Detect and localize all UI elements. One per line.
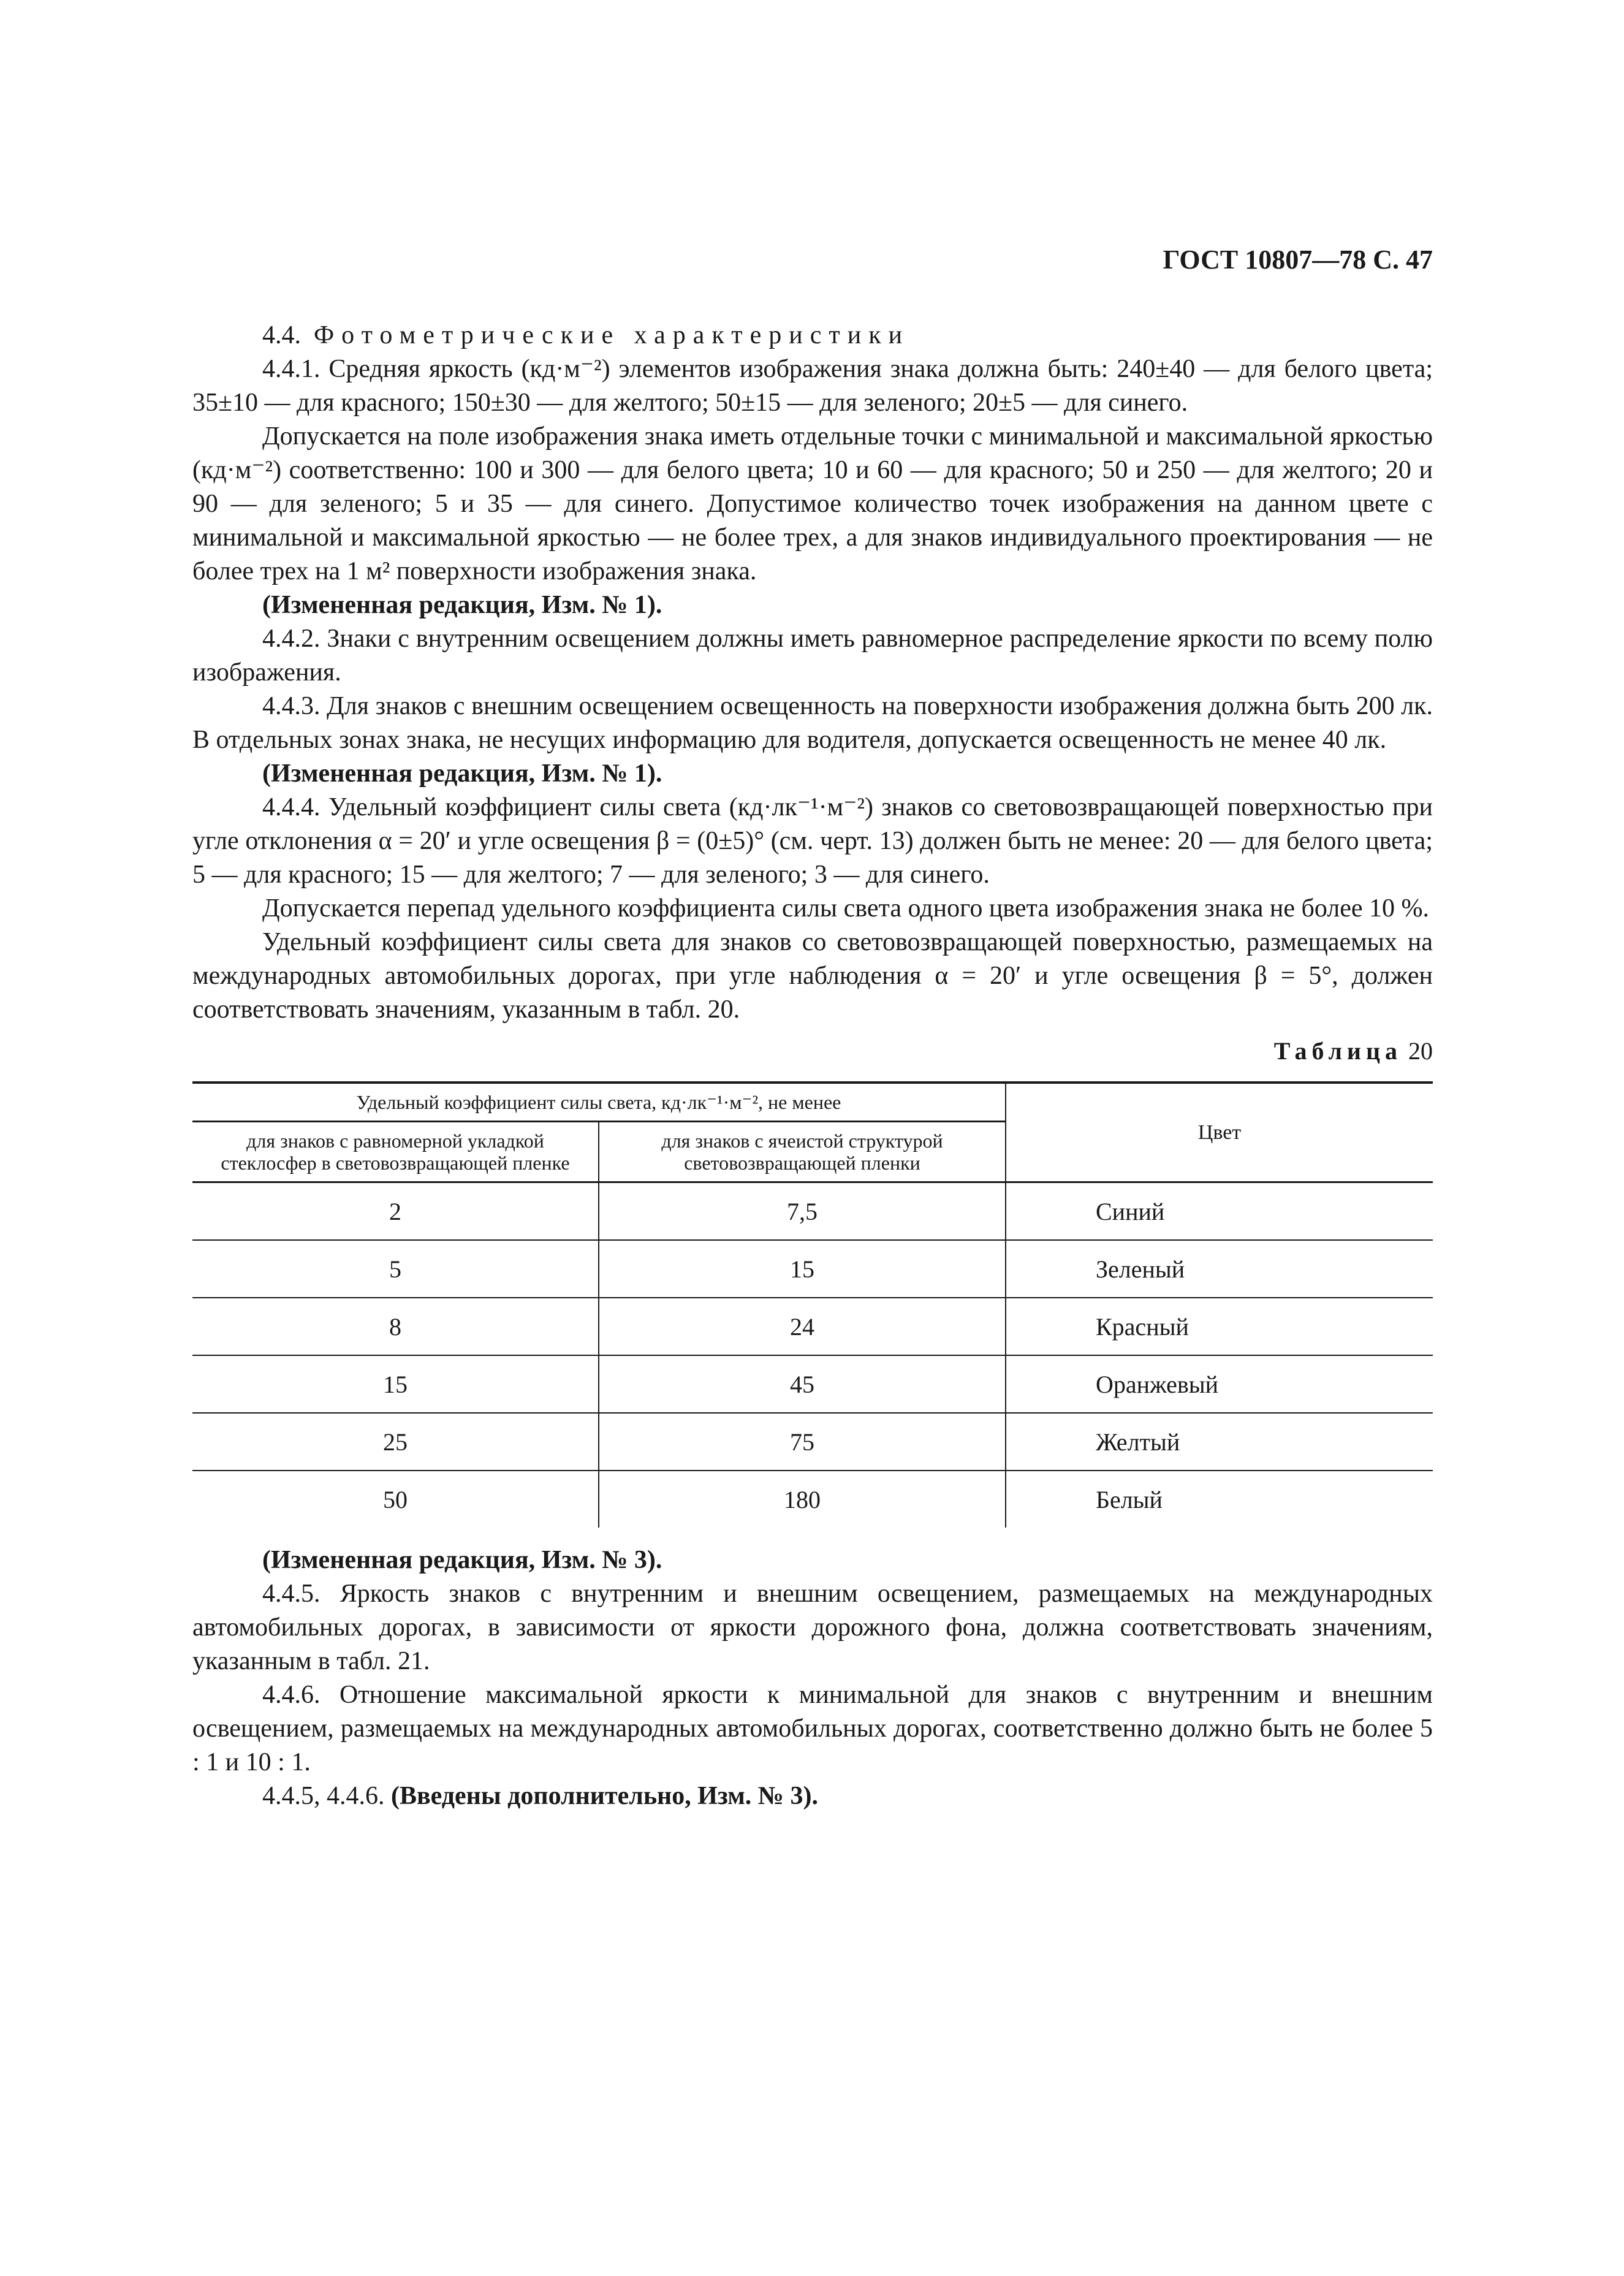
uniform-value-cell: 5	[192, 1240, 599, 1298]
section-title: Фотометрические характеристики	[314, 321, 910, 349]
color-cell: Красный	[1006, 1298, 1433, 1355]
page-header: ГОСТ 10807—78 С. 47	[1163, 245, 1433, 275]
table-caption-word: Таблица	[1273, 1037, 1402, 1065]
table-row	[192, 1471, 1433, 1528]
paragraph-4-4-4: 4.4.4. Удельный коэффициент силы света (кд·лк⁻¹·м⁻²) знаков со световозвращающей поверхностью при угле отклонения α = 20′ и угле освещения β = (0±5)° (см. черт. 13) должен быть не менее: 20 — для белого цвета; 5 — для красного; 15 — для желтого; 7 — для зеленого; 3 — для синего.	[192, 793, 1433, 889]
uniform-value-cell: 15	[192, 1355, 599, 1413]
paragraph-international-roads: Удельный коэффициент силы света для знаков со световозвращающей поверхностью, размещаемых на международных автомобильных дорогах, при угле наблюдения α = 20′ и угле освещения β = 5°, должен соответствовать значениям, указанным в табл. 20.	[192, 928, 1433, 1024]
table-caption-number: 20	[1408, 1037, 1433, 1065]
uniform-value-cell: 50	[192, 1471, 599, 1528]
color-cell: Синий	[1006, 1182, 1433, 1241]
cellular-value-cell: 7,5	[599, 1182, 1006, 1241]
uniform-glass-column-header: для знаков с равномерной укладкой стеклосфер в световозвращающей пленке	[192, 1122, 599, 1182]
table-row	[192, 1298, 1433, 1355]
table-caption	[192, 1034, 1433, 1068]
color-cell: Оранжевый	[1006, 1355, 1433, 1413]
additions-note: (Введены дополнительно, Изм. № 3).	[391, 1782, 818, 1810]
cellular-column-header: для знаков с ячеистой структурой световозвращающей пленки	[599, 1122, 1006, 1182]
paragraph-4-4-2: 4.4.2. Знаки с внутренним освещением должны иметь равномерное распределение яркости по всему полю изображения.	[192, 625, 1433, 687]
uniform-value-cell: 8	[192, 1298, 599, 1355]
section-number: 4.4.	[262, 321, 301, 349]
color-cell: Белый	[1096, 1485, 1163, 1513]
amendment-note: (Измененная редакция, Изм. № 1).	[262, 759, 662, 788]
amendment-note: (Измененная редакция, Изм. № 1).	[262, 591, 662, 619]
group-header: Удельный коэффициент силы света, кд·лк⁻¹·м⁻², не менее	[192, 1083, 1006, 1122]
table-row	[192, 1240, 1433, 1298]
table-row	[192, 1413, 1433, 1471]
uniform-value-cell: 2	[192, 1182, 599, 1241]
amendment-note: (Измененная редакция, Изм. № 3).	[262, 1546, 662, 1574]
color-column-header: Цвет	[1006, 1083, 1433, 1182]
section-heading	[192, 319, 1433, 352]
paragraph-bright-points: Допускается на поле изображения знака иметь отдельные точки с минимальной и максимальной яркостью (кд·м⁻²) соответственно: 100 и 300 — для белого цвета; 10 и 60 — для красного; 50 и 250 — для желтого; 20 и 90 — для зеленого; 5 и 35 — для синего. Допустимое количество точек изображения на данном цвете с минимальной и максимальной яркостью — не более трех, а для знаков индивидуального проектирования — не более трех на 1 м² поверхности изображения знака.	[192, 422, 1433, 585]
cellular-value-cell: 24	[599, 1298, 1006, 1355]
table-20	[192, 1081, 1433, 1528]
table-row	[192, 1182, 1433, 1241]
cellular-value-cell: 180	[599, 1471, 1006, 1528]
paragraph-4-4-1: 4.4.1. Средняя яркость (кд·м⁻²) элементов изображения знака должна быть: 240±40 — для белого цвета; 35±10 — для красного; 150±30 — для желтого; 50±15 — для зеленого; 20±5 — для синего.	[192, 355, 1433, 417]
paragraph-4-4-3: 4.4.3. Для знаков с внешним освещением освещенность на поверхности изображения должна быть 200 лк. В отдельных зонах знака, не несущих информацию для водителя, допускается освещенность не менее 40 лк.	[192, 692, 1433, 754]
cellular-value-cell: 45	[599, 1355, 1006, 1413]
cellular-value-cell: 15	[599, 1240, 1006, 1298]
paragraph-4-4-5: 4.4.5. Яркость знаков с внутренним и внешним освещением, размещаемых на международных автомобильных дорогах, в зависимости от яркости дорожного фона, должна соответствовать значениям, указанным в табл. 21.	[192, 1580, 1433, 1675]
table-row	[192, 1355, 1433, 1413]
document-body	[192, 319, 1433, 1813]
uniform-value-cell: 25	[192, 1413, 599, 1471]
paragraph-4-4-6: 4.4.6. Отношение максимальной яркости к минимальной для знаков с внутренним и внешним освещением, размещаемых на международных автомобильных дорогах, соответственно должно быть не более 5 : 1 и 10 : 1.	[192, 1681, 1433, 1776]
paragraph-additions-note	[192, 1779, 1433, 1813]
color-cell: Желтый	[1006, 1413, 1433, 1471]
color-cell: Зеленый	[1006, 1240, 1433, 1298]
additions-prefix: 4.4.5, 4.4.6.	[262, 1782, 385, 1810]
cellular-value-cell: 75	[599, 1413, 1006, 1471]
paragraph-tolerance: Допускается перепад удельного коэффициента силы света одного цвета изображения знака не более 10 %.	[262, 894, 1430, 923]
